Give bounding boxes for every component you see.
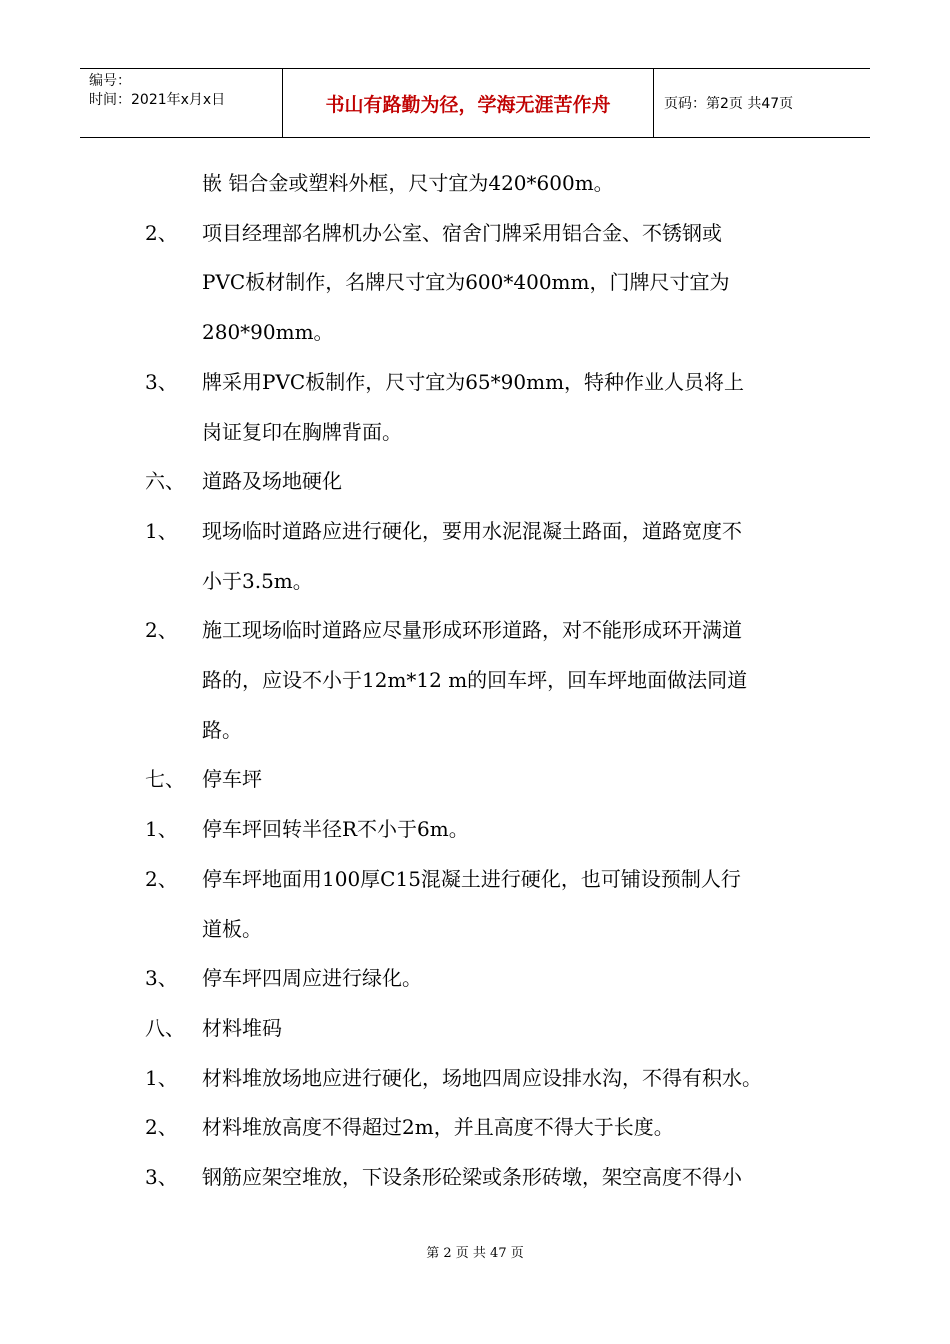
body-text-line: 停车坪地面用100厚C15混凝土进行硬化，也可铺设预制人行 [202,867,741,891]
body-text-line: 停车坪四周应进行绿化。 [202,966,422,990]
header-motto: 书山有路勤为径，学海无涯苦作舟 [282,69,654,137]
body-text-line: 施工现场临时道路应尽量形成环形道路，对不能形成环开满道 [202,618,742,642]
list-item-number: 1、 [145,1066,178,1090]
body-text-line: 材料堆放高度不得超过2m，并且高度不得大于长度。 [202,1115,674,1139]
list-item-number: 2、 [145,618,178,642]
body-text-line: 路的，应设不小于12m*12 m的回车坪，回车坪地面做法同道 [202,668,748,692]
body-text-line: 道路及场地硬化 [202,469,342,493]
document-date-label: 时间：2021年x月x日 [89,92,226,108]
list-item-number: 2、 [145,1115,178,1139]
list-item-number: 六、 [145,469,185,493]
list-item-number: 七、 [145,767,185,791]
list-item-number: 2、 [145,221,178,245]
header-page-info: 页码：第2页 共47页 [664,96,794,112]
body-text-line: 280*90mm。 [202,320,334,344]
list-item-number: 3、 [145,370,178,394]
body-text-line: 钢筋应架空堆放，下设条形砼梁或条形砖墩，架空高度不得小 [202,1165,742,1189]
body-text-line: 停车坪回转半径R不小于6m。 [202,817,469,841]
list-item-number: 2、 [145,867,178,891]
body-text-line: 嵌 铝合金或塑料外框，尺寸宜为420*600m。 [202,171,614,195]
body-text-line: 道板。 [202,917,262,941]
header-meta [80,69,282,137]
body-text-line: 现场临时道路应进行硬化，要用水泥混凝土路面，道路宽度不 [202,519,742,543]
body-text-line: 牌采用PVC板制作，尺寸宜为65*90mm，特种作业人员将上 [202,370,745,394]
list-item-number: 3、 [145,966,178,990]
body-text-line: 岗证复印在胸牌背面。 [202,420,402,444]
body-text-line: 项目经理部名牌机办公室、宿舍门牌采用铝合金、不锈钢或 [202,221,722,245]
list-item-number: 3、 [145,1165,178,1189]
body-text-line: 停车坪 [202,767,262,791]
list-item-number: 1、 [145,519,178,543]
document-number-label: 编号： [89,73,131,89]
body-text-line: 材料堆放场地应进行硬化，场地四周应设排水沟，不得有积水。 [202,1066,762,1090]
list-item-number: 1、 [145,817,178,841]
body-text-line: 路。 [202,718,242,742]
page-footer: 第 2 页 共 47 页 [426,1246,524,1261]
body-text-line: 小于3.5m。 [202,569,313,593]
body-text-line: 材料堆码 [202,1016,282,1040]
body-text-line: PVC板材制作，名牌尺寸宜为600*400mm，门牌尺寸宜为 [202,270,730,294]
page-header [80,68,870,138]
list-item-number: 八、 [145,1016,185,1040]
